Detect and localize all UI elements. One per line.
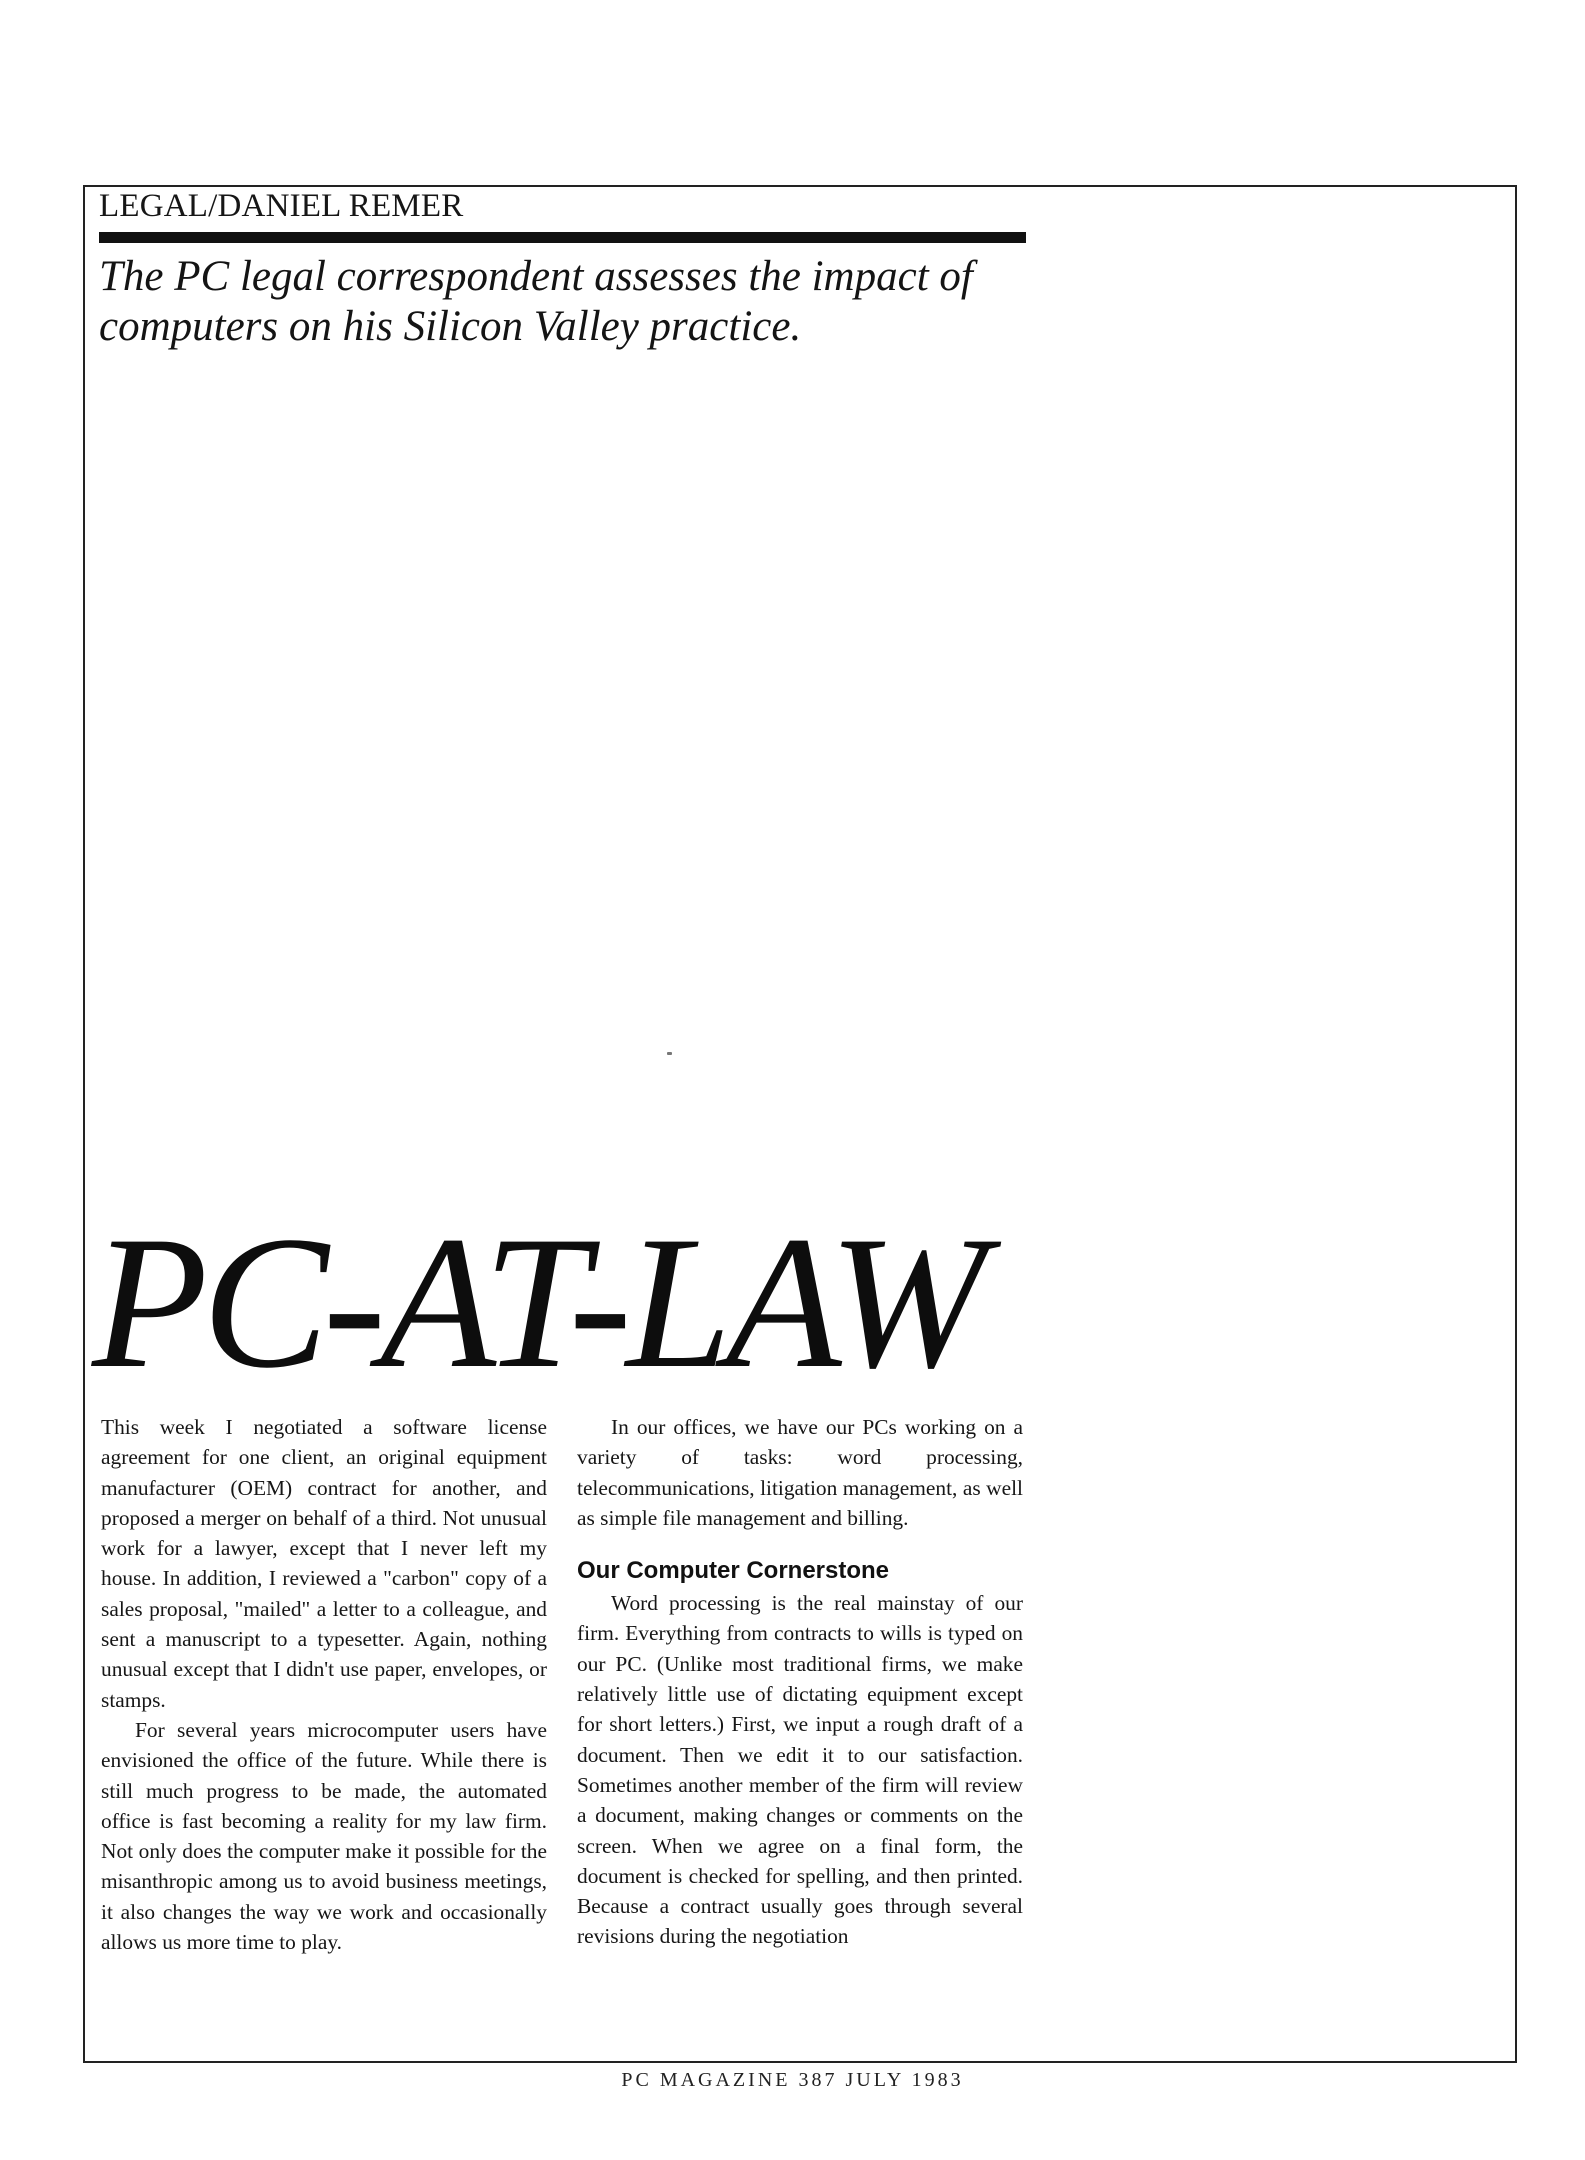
article-headline: PC-AT-LAW bbox=[92, 1198, 981, 1408]
deck-line-2: computers on his Silicon Valley practice. bbox=[99, 303, 802, 350]
print-speck bbox=[667, 1052, 672, 1055]
article-deck bbox=[99, 252, 1059, 352]
page-folio: PC MAGAZINE 387 JULY 1983 bbox=[621, 2069, 964, 2091]
section-subhead: Our Computer Cornerstone bbox=[577, 1557, 890, 1585]
section-kicker: LEGAL/DANIEL REMER bbox=[99, 188, 464, 224]
kicker-rule bbox=[99, 232, 1026, 243]
body-paragraph: In our offices, we have our PCs working on a variety of tasks: word processing, telecommunications, litigation management, as well as simple file management and billing. bbox=[577, 1415, 1023, 1530]
body-paragraph: This week I negotiated a software license agreement for one client, an original equipment manufacturer (OEM) contract for another, and proposed a merger on behalf of a third. Not unusual work for a lawyer, except that I never left my house. In addition, I reviewed a "carbon" copy of a sales proposal, "mailed" a letter to a colleague, and sent a manuscript to a typesetter. Again, nothing unusual except that I didn't use paper, envelopes, or stamps. bbox=[101, 1415, 547, 1712]
body-paragraph: Word processing is the real mainstay of our firm. Everything from contracts to wills is typed on our PC. (Unlike most traditional firms, we make relatively little use of dictating equipment except for short letters.) First, we input a rough draft of a document. Then we edit it to our satisfaction. Sometimes another member of the firm will review a document, making changes or comments on the screen. When we agree on a final form, the document is checked for spelling, and then printed. Because a contract usually goes through several revisions during the negotiation bbox=[577, 1591, 1023, 1949]
body-paragraph: For several years microcomputer users have envisioned the office of the future. While there is still much progress to be made, the automated office is fast becoming a reality for my law firm. Not only does the computer make it possible for the misanthropic among us to avoid business meetings, it also changes the way we work and occasionally allows us more time to play. bbox=[101, 1717, 547, 1955]
body-column-left bbox=[101, 1412, 547, 1957]
deck-line-1: The PC legal correspondent assesses the impact of bbox=[99, 253, 973, 300]
body-column-right bbox=[577, 1412, 1023, 1952]
